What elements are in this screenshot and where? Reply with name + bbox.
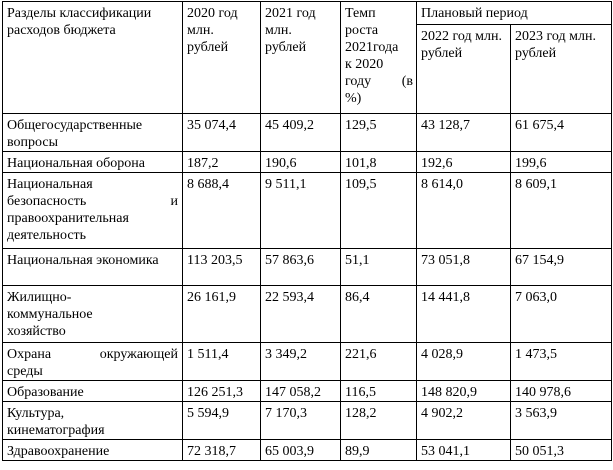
row-value-2020: 26 161,9 [183,286,261,343]
table-row [3,286,612,343]
row-name-line2 [7,193,178,210]
header-row [3,2,612,25]
row-name: Национальная оборона [3,152,183,173]
growth-header-line3: 2021года [345,40,399,55]
table-row [3,402,612,440]
row-growth: 116,5 [341,381,417,402]
row-value-2022: 192,6 [417,152,511,173]
row-value-2021: 45 409,2 [261,114,341,152]
row-value-2022: 4 028,9 [417,343,511,381]
row-value-2020: 35 074,4 [183,114,261,152]
row-value-2022: 148 820,9 [417,381,511,402]
table-row [3,173,612,249]
row-name-line2-left: безопасность [7,194,87,209]
row-value-2020: 5 594,9 [183,402,261,440]
growth-header-line6: %) [345,91,362,106]
row-growth: 101,8 [341,152,417,173]
row-growth: 86,4 [341,286,417,343]
row-value-2021: 57 863,6 [261,249,341,286]
header-col-2020: 2020 год млн. рублей [183,2,261,114]
row-value-2021: 3 349,2 [261,343,341,381]
row-name: Здравоохранение [3,440,183,461]
row-value-2023: 140 978,6 [511,381,612,402]
row-value-2021: 147 058,2 [261,381,341,402]
row-growth: 129,5 [341,114,417,152]
budget-expenditure-table [2,1,612,461]
row-name-line1-left: Охрана [7,347,52,362]
row-value-2021: 190,6 [261,152,341,173]
header-col-growth [341,2,417,114]
row-name: Жилищно-коммунальное хозяйство [3,286,183,343]
table-row [3,440,612,461]
growth-header-line1: Темп [345,6,376,21]
row-growth: 109,5 [341,173,417,249]
row-value-2020: 126 251,3 [183,381,261,402]
row-value-2023: 50 051,3 [511,440,612,461]
row-value-2022: 43 128,7 [417,114,511,152]
row-growth: 221,6 [341,343,417,381]
header-col-plan: Плановый период [417,2,612,25]
table-row [3,381,612,402]
row-growth: 51,1 [341,249,417,286]
table-row [3,343,612,381]
row-name [3,343,183,381]
row-value-2023: 8 609,1 [511,173,612,249]
row-value-2020: 187,2 [183,152,261,173]
row-value-2023: 7 063,0 [511,286,612,343]
row-name-line3: правоохранительная [7,211,129,226]
row-value-2022: 53 041,1 [417,440,511,461]
row-name: Национальная экономика [3,249,183,286]
row-value-2021: 65 003,9 [261,440,341,461]
row-value-2020: 72 318,7 [183,440,261,461]
table-row [3,114,612,152]
row-value-2020: 113 203,5 [183,249,261,286]
row-value-2020: 1 511,4 [183,343,261,381]
row-value-2022: 4 902,2 [417,402,511,440]
row-value-2023: 199,6 [511,152,612,173]
row-value-2023: 1 473,5 [511,343,612,381]
growth-header-line4: к 2020 [345,57,384,72]
row-name-line1-right: окружающей [99,347,178,362]
row-value-2021: 9 511,1 [261,173,341,249]
row-growth: 128,2 [341,402,417,440]
row-value-2023: 67 154,9 [511,249,612,286]
row-value-2023: 61 675,4 [511,114,612,152]
table-row [3,249,612,286]
row-name: Образование [3,381,183,402]
row-name-line1 [7,346,178,363]
row-name: Общегосударственные вопросы [3,114,183,152]
header-col-name: Разделы классификации расходов бюджета [3,2,183,114]
row-value-2021: 7 170,3 [261,402,341,440]
row-name-line4: деятельность [7,228,87,243]
row-value-2021: 22 593,4 [261,286,341,343]
header-col-2022: 2022 год млн. рублей [417,25,511,114]
header-col-2021: 2021 год млн. рублей [261,2,341,114]
row-name: Культура, кинематография [3,402,183,440]
row-value-2020: 8 688,4 [183,173,261,249]
row-value-2022: 73 051,8 [417,249,511,286]
row-value-2023: 3 563,9 [511,402,612,440]
row-name [3,173,183,249]
growth-header-line2: роста [345,23,379,38]
row-name-line1: Национальная [7,177,93,192]
row-name-line2-right: и [170,194,178,209]
table-row [3,152,612,173]
row-value-2022: 8 614,0 [417,173,511,249]
growth-header-line5: году (в [345,74,413,89]
row-value-2022: 14 441,8 [417,286,511,343]
header-col-2023: 2023 год млн. рублей [511,25,612,114]
row-growth: 89,9 [341,440,417,461]
row-name-line2: среды [7,364,43,379]
